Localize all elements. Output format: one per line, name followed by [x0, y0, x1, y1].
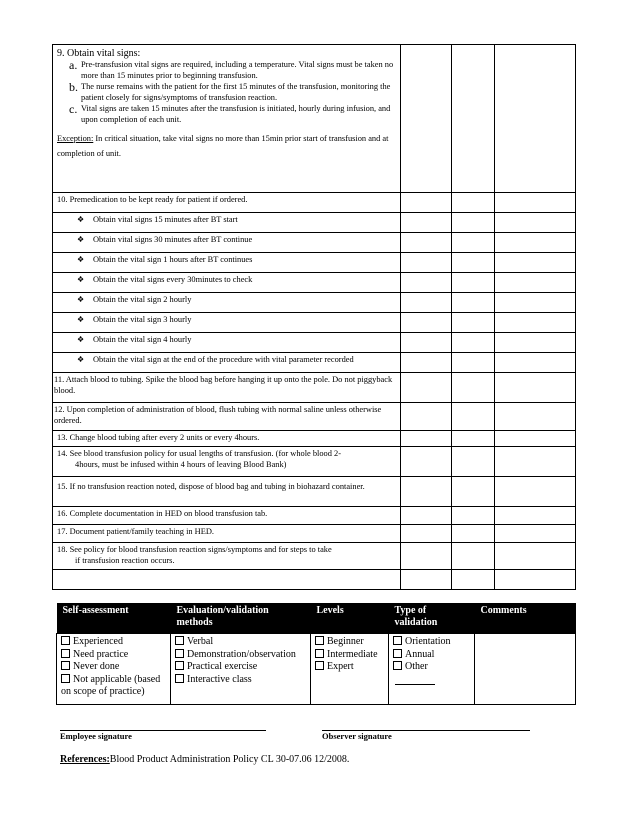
checkbox-option[interactable]: Orientation	[393, 636, 470, 649]
step-9-title: 9. Obtain vital signs:	[57, 48, 141, 59]
references-text: Blood Product Administration Policy CL 30-07.06 12/2008.	[109, 754, 350, 765]
step-10: 10. Premedication to be kept ready for patient if ordered.	[53, 193, 401, 213]
checkbox-icon[interactable]	[393, 649, 402, 658]
checkbox-option[interactable]: Verbal	[175, 636, 306, 649]
step-9b: b. The nurse remains with the patient for the first 15 minutes of the transfusion, monitoring the patient closely for signs/symptoms of transfusion reaction.	[69, 79, 391, 102]
assessment-table	[56, 603, 576, 705]
checkbox-icon[interactable]	[61, 636, 70, 645]
checkbox-option[interactable]: Practical exercise	[175, 661, 306, 674]
step-18: 18. See policy for blood transfusion reaction signs/symptoms and for steps to take if transfusion reaction occurs.	[53, 543, 401, 570]
observer-signature-label: Observer signature	[322, 731, 392, 741]
step-17: 17. Document patient/family teaching in HED.	[53, 525, 401, 543]
checkbox-option[interactable]: Interactive class	[175, 674, 306, 687]
checkbox-icon[interactable]	[175, 649, 184, 658]
checkbox-icon[interactable]	[315, 636, 324, 645]
header-self-assessment: Self-assessment	[57, 603, 171, 634]
header-levels: Levels	[311, 603, 389, 634]
checkbox-option[interactable]: Experienced	[61, 636, 166, 649]
procedure-steps-table	[52, 44, 576, 590]
checkbox-option[interactable]: Need practice	[61, 649, 166, 662]
step-11: 11. Attach blood to tubing. Spike the blood bag before hanging it up onto the pole. Do not piggyback blood.	[53, 373, 401, 403]
bullet-item: ❖ Obtain vital signs 30 minutes after BT continue	[53, 233, 401, 253]
bullet-item: ❖ Obtain the vital sign 4 hourly	[53, 333, 401, 353]
header-evaluation-methods: Evaluation/validation methods	[171, 603, 311, 634]
references	[60, 754, 349, 765]
checkbox-icon[interactable]	[175, 661, 184, 670]
step-16: 16. Complete documentation in HED on blood transfusion tab.	[53, 507, 401, 525]
checkbox-icon[interactable]	[61, 674, 70, 683]
level-options	[311, 634, 389, 705]
checkbox-option[interactable]: Annual	[393, 649, 470, 662]
checkbox-option[interactable]: Not applicable (based on scope of practice)	[61, 673, 161, 697]
step-9a: a. Pre-transfusion vital signs are required, including a temperature. Vital signs must be taken no more than 15 minutes prior to beginning transfusion.	[69, 58, 394, 80]
checkbox-icon[interactable]	[315, 661, 324, 670]
other-blank-line[interactable]	[395, 684, 435, 685]
validation-type-options	[389, 634, 475, 705]
step-9c: c. Vital signs are taken 15 minutes after the transfusion is initiated, hourly during infusion, and upon completion of each unit.	[69, 101, 391, 124]
step-15: 15. If no transfusion reaction noted, dispose of blood bag and tubing in biohazard container.	[53, 477, 401, 507]
step-13: 13. Change blood tubing after every 2 units or every 4hours.	[53, 431, 401, 447]
checkbox-icon[interactable]	[393, 636, 402, 645]
method-options	[171, 634, 311, 705]
checkbox-option[interactable]: Never done	[61, 661, 166, 674]
bullet-item: ❖ Obtain the vital signs every 30minutes to check	[53, 273, 401, 293]
checkbox-icon[interactable]	[393, 661, 402, 670]
bullet-item: ❖ Obtain vital signs 15 minutes after BT start	[53, 213, 401, 233]
step-14: 14. See blood transfusion policy for usual lengths of transfusion. (for whole blood 2- 4hours, must be infused within 4 hours of leaving Blood Bank)	[53, 447, 401, 477]
step-9-exception: Exception: In critical situation, take vital signs no more than 15min prior start of transfusion and at completion of unit.	[57, 133, 389, 158]
checkbox-icon[interactable]	[315, 649, 324, 658]
empty-row	[53, 569, 401, 589]
bullet-item: ❖ Obtain the vital sign 1 hours after BT continues	[53, 253, 401, 273]
references-label: References:	[60, 754, 110, 765]
header-type-of-validation: Type of validation	[389, 603, 475, 634]
checkbox-icon[interactable]	[61, 661, 70, 670]
employee-signature-label: Employee signature	[60, 731, 132, 741]
checkbox-option[interactable]: Demonstration/observation	[175, 649, 306, 662]
header-comments: Comments	[475, 603, 576, 634]
checkbox-option[interactable]: Other	[393, 661, 470, 674]
checkbox-option[interactable]: Expert	[315, 661, 384, 674]
checkbox-icon[interactable]	[61, 649, 70, 658]
checkbox-option[interactable]: Intermediate	[315, 649, 384, 662]
bullet-item: ❖ Obtain the vital sign 2 hourly	[53, 293, 401, 313]
checkbox-icon[interactable]	[175, 674, 184, 683]
self-assessment-options	[57, 634, 171, 705]
step-12: 12. Upon completion of administration of blood, flush tubing with normal saline unless otherwise ordered.	[53, 403, 401, 431]
bullet-item: ❖ Obtain the vital sign at the end of the procedure with vital parameter recorded	[53, 353, 401, 373]
checkbox-option[interactable]: Beginner	[315, 636, 384, 649]
step-9-cell	[53, 45, 401, 193]
checkbox-icon[interactable]	[175, 636, 184, 645]
bullet-item: ❖ Obtain the vital sign 3 hourly	[53, 313, 401, 333]
comments-cell[interactable]	[475, 634, 576, 705]
